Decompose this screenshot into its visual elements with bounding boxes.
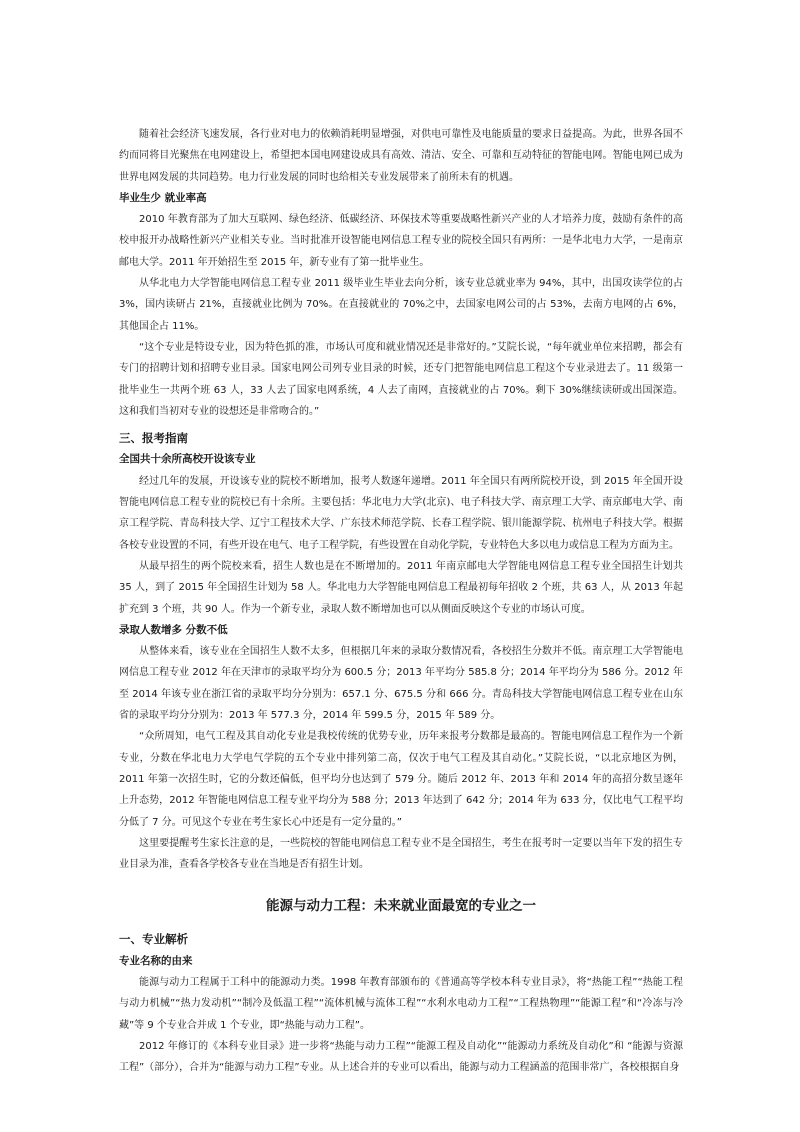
- paragraph-1998-catalog: 能源与动力工程属于工科中的能源动力类。1998 年教育部颁布的《普通高等学校本科专业目录》，将“热能工程”“热能工程与动力机械”“热力发动机”“制冷及低温工程”“流体机械与流体工程”“水利水电动力工程”“工程热物理”“能源工程”和“冷冻与冷藏”等 9 个专业合并成 1 个专业，即“热能与动力工程”。: [119, 976, 683, 1031]
- paragraph-dean-quote-2: “众所周知，电气工程及其自动化专业是我校传统的优势专业，历年来报考分数都是最高的。智能电网信息工程作为一个新专业，分数在华北电力大学电气学院的五个专业中排列第二高，仅次于电气工程及其自动化。”艾院长说，“以北京地区为例，2011 年第一次招生时，它的分数还偏低，但平均分也达到了 579 分。随后 2012 年、2013 年和 2014 年的高招分数呈逐年上升态势，2012 年智能电网信息工程专业平均分为 588 分；2013 年达到了 642 分；2014 年为 633 分，仅比电气工程平均分低了 7 分。可见这个专业在考生家长心中还是有一定分量的。”: [119, 731, 683, 828]
- paragraph-schools-list: 经过几年的发展，开设该专业的院校不断增加，报考人数逐年递增。2011 年全国只有两所院校开设，到 2015 年全国开设智能电网信息工程专业的院校已有十余所。主要包括：华北电力大学(北京)、电子科技大学、南京理工大学、南京邮电大学、南京工程学院、青岛科技大学、辽宁工程技术大学、广东技术师范学院、长春工程学院、银川能源学院、杭州电子科技大学。根据各校专业设置的不同，有些开设在电气、电子工程学院，有些设置在自动化学院，专业特色大多以电力或信息工程为方面为主。: [119, 475, 683, 551]
- paragraph-score-stats: 从整体来看，该专业在全国招生人数不太多，但根据几年来的录取分数情况看，各校招生分数并不低。南京理工大学智能电网信息工程专业 2012 年在天津市的录取平均分为 600.5 分；2013 年平均分 585.8 分；2014 年平均分为 586 分。2012 年至 2014 年该专业在浙江省的录取平均分分别为：657.1 分、675.5 分和 666 分。青岛科技大学智能电网信息工程专业在山东省的录取平均分分别为：2013 年 577.3 分，2014 年 599.5 分，2015 年 589 分。: [119, 646, 683, 722]
- intro-paragraph: 随着社会经济飞速发展，各行业对电力的依赖消耗明显增强，对供电可靠性及电能质量的要求日益提高。为此，世界各国不约而同将目光聚焦在电网建设上，希望把本国电网建设成具有高效、清洁、安全、可靠和互动特征的智能电网。智能电网已成为世界电网发展的共同趋势。电力行业发展的同时也给相关专业发展带来了前所未有的机遇。: [119, 129, 683, 183]
- subheading-scores: 录取人数增多 分数不低: [119, 623, 228, 636]
- section-heading-analysis: 一、专业解析: [119, 932, 188, 947]
- paragraph-enrollment-growth: 从最早招生的两个院校来看，招生人数也是在不断增加的。2011 年南京邮电大学智能电网信息工程专业全国招生计划共 35 人，到了 2015 年全国招生计划为 58 人。华北电力大学智能电网信息工程最初每年招收 2 个班，共 63 人，从 2013 年起扩充到 3 个班，共 90 人。作为一个新专业，录取人数不断增加也可以从侧面反映这个专业的市场认可度。: [119, 560, 683, 615]
- subheading-ten-schools: 全国共十余所高校开设该专业: [119, 453, 256, 466]
- subheading-name-origin: 专业名称的由来: [119, 954, 193, 967]
- paragraph-2012-catalog: 2012 年修订的《本科专业目录》进一步将“热能与动力工程”“能源工程及自动化”“能源动力系统及自动化”和 “能源与资源工程”（部分），合并为“能源与动力工程”专业。从上述合并的专业可以看出，能源与动力工程涵盖的范围非常广，各校根据自身: [119, 1040, 683, 1074]
- paragraph-employment-stats: 从华北电力大学智能电网信息工程专业 2011 级毕业生毕业去向分析，该专业总就业率为 94%，其中，出国攻读学位的占 3%，国内读研占 21%，直接就业比例为 70%。在直接就业的 70%之中，去国家电网公司的占 53%，去南方电网的占 6%，其他国企占 11%。: [119, 278, 683, 332]
- article-title: 能源与动力工程：未来就业面最宽的专业之一: [266, 898, 536, 915]
- subheading-graduates: 毕业生少 就业率高: [119, 191, 207, 204]
- document-body: [119, 124, 683, 1078]
- paragraph-dean-quote-1: “这个专业是特设专业，因为特色抓的准，市场认可度和就业情况还是非常好的。”艾院长说，“每年就业单位来招聘，都会有专门的招聘计划和招聘专业目录。国家电网公司列专业目录的时候，还专门把智能电网信息工程这个专业录进去了。11 级第一批毕业生一共两个班 63 人，33 人去了国家电网系统，4 人去了南网，直接就业的占 70%。剩下 30%继续读研或出国深造。这和我们当初对专业的设想还是非常吻合的。”: [119, 341, 683, 417]
- paragraph-2010-approval: 2010 年教育部为了加大互联网、绿色经济、低碳经济、环保技术等重要战略性新兴产业的人才培养力度，鼓励有条件的高校申报开办战略性新兴产业相关专业。当时批准开设智能电网信息工程专业的院校全国只有两所：一是华北电力大学，一是南京邮电大学。2011 年开始招生至 2015 年，新专业有了第一批毕业生。: [119, 214, 683, 268]
- paragraph-reminder: 这里要提醒考生家长注意的是，一些院校的智能电网信息工程专业不是全国招生，考生在报考时一定要以当年下发的招生专业目录为准，查看各学校各专业在当地是否有招生计划。: [119, 837, 683, 871]
- section-heading-guide: 三、报考指南: [119, 431, 188, 446]
